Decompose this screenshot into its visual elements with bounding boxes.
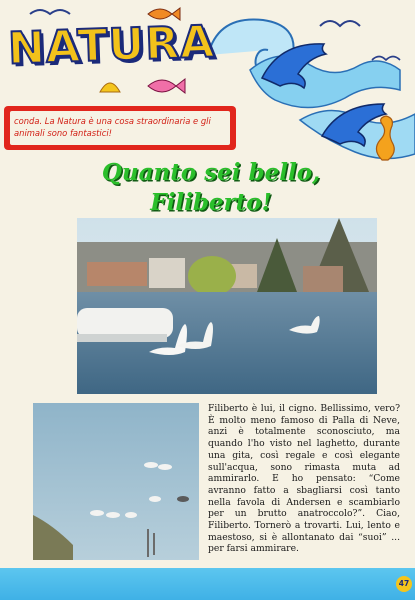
seagull-right-icon [320, 21, 360, 26]
natura-logo: NATURA [7, 16, 216, 75]
page-number: 47 [396, 576, 412, 592]
headline-line-2: Filiberto! [150, 189, 272, 216]
article-headline [96, 158, 326, 218]
headline-line-1: Quanto sei bello, [101, 159, 321, 186]
swans-water-photo [33, 403, 199, 560]
seagull-left-icon [30, 10, 70, 14]
shell-icon [100, 83, 120, 92]
article-body: Filiberto è lui, il cigno. Bellissimo, vero? È molto meno famoso di Palla di Neve, anzi è totalmente sconosciuto, ma quando l'ho visto nel laghetto, durante una gita, così regale e così elegante sull'acqua, sono rimasta muta ad ammirarlo. E ho pensato: “Come avranno fatto a sbagliarsi così tanto nella favola di Andersen e scambiarlo per un brutto anatroccolo?”. Ciao, Filiberto. Tornerò a trovarti. Lui, lento e maestoso, si è allontanato dai “suoi” ... per farsi ammirare. [208, 403, 400, 555]
intro-text: conda. La Natura è una cosa straordinaria e gli animali sono fantastici! [14, 116, 211, 138]
lake-swans-photo [77, 218, 377, 394]
fish-pink-icon [148, 79, 185, 93]
seagull-small-icon [372, 57, 400, 61]
intro-box [4, 106, 236, 150]
bottom-wave-band [0, 568, 415, 600]
intro-box-inner [10, 111, 230, 145]
